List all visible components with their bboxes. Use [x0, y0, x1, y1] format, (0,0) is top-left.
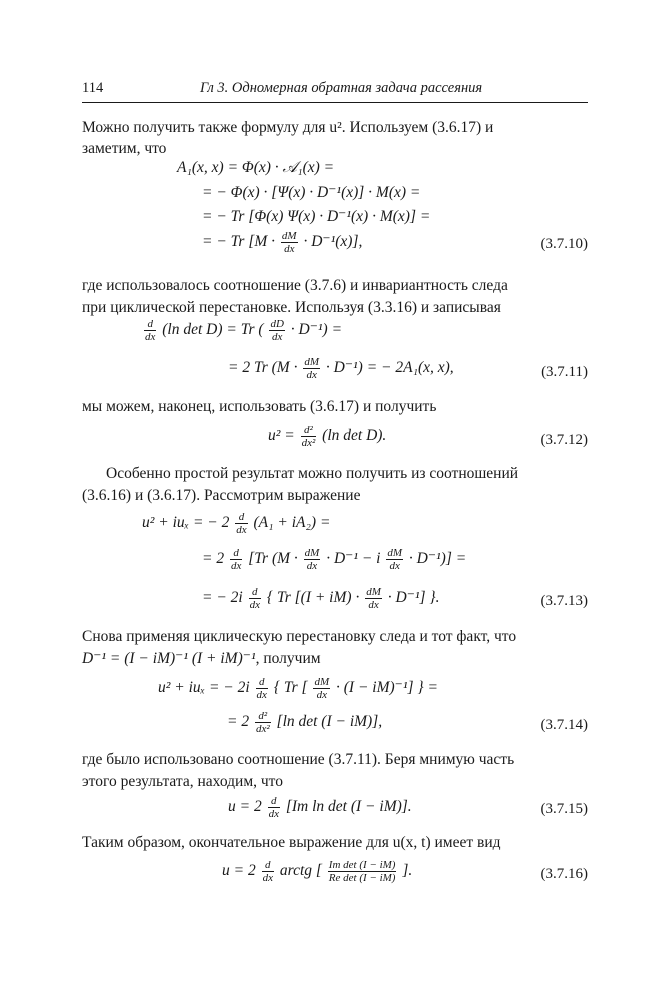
inverse-d-formula: D⁻¹ = (I − iM)⁻¹ (I + iM)⁻¹ — [82, 650, 256, 667]
equation-number-3-7-14: (3.7.14) — [540, 717, 588, 733]
fraction-d-dx: $\frac{d}{dx}$ — [256, 676, 267, 701]
fraction-d-dx: $\frac{d}{dx}$ — [236, 511, 247, 536]
equation-3-7-13-line-2: = 2 $\frac{d}{dx}$ [Tr (M · $\frac{dM}{dx}$ · D⁻¹ − i $\frac{dM}{dx}$ · D⁻¹)] = — [202, 547, 467, 572]
paragraph-3: мы можем, наконец, использовать (3.6.17) и получить — [82, 398, 437, 415]
fraction-dM-dx: $\frac{dM}{dx}$ — [387, 547, 403, 572]
fraction-d-dx: $\frac{d}{dx}$ — [262, 859, 273, 884]
equation-3-7-13-line-3: = − 2i $\frac{d}{dx}$ { Tr [(I + iM) · $\frac{dM}{dx}$ · D⁻¹] }. — [202, 586, 440, 611]
equation-number-3-7-11: (3.7.11) — [541, 364, 588, 380]
equation-3-7-14-line-2: = 2 $\frac{\text{d²}}{\text{dx²}}$ [ln det (I − iM)], — [227, 710, 383, 735]
fraction-d-dx: $\frac{d}{dx}$ — [145, 318, 156, 343]
paragraph-5-line-2: D⁻¹ = (I − iM)⁻¹ (I + iM)⁻¹, получим — [82, 650, 321, 667]
equation-3-7-11-line-1: $\frac{d}{dx}$ (ln det D) = Tr ( $\frac{dD}{dx}$ · D⁻¹) = — [145, 318, 343, 343]
paragraph-6-line-2: этого результата, находим, что — [82, 773, 283, 790]
fraction-d-dx: $\frac{d}{dx}$ — [268, 795, 279, 820]
equation-3-7-11-line-2: = 2 Tr (M · $\frac{dM}{dx}$ · D⁻¹) = − 2A₁(x, x), — [228, 356, 454, 381]
fraction-dM-dx: $\frac{dM}{dx}$ — [281, 230, 297, 255]
paragraph-1-line-2: заметим, что — [82, 140, 167, 157]
equation-3-7-16: u = 2 $\frac{d}{dx}$ arctg [ $\frac{\text{Im det (I − iM)}}{\text{Re det (I − iM)}}$ ]. — [222, 859, 413, 884]
equation-number-3-7-10: (3.7.10) — [540, 236, 588, 252]
fraction-dM-dx: $\frac{dM}{dx}$ — [314, 676, 330, 701]
paragraph-4-line-1: Особенно простой результат можно получить из соотношений — [106, 465, 519, 482]
paragraph-2-line-1: где использовалось соотношение (3.7.6) и инвариантность следа — [82, 277, 508, 294]
equation-3-7-10-line-3: = − Tr [Φ(x) Ψ(x) · D⁻¹(x) · M(x)] = — [202, 208, 431, 225]
equation-3-7-10-line-2: = − Φ(x) · [Ψ(x) · D⁻¹(x)] · M(x) = — [202, 184, 421, 201]
paragraph-2-line-2: при циклической перестановке. Используя (3.3.16) и записывая — [82, 299, 501, 316]
paragraph-7: Таким образом, окончательное выражение для u(x, t) имеет вид — [82, 834, 501, 851]
equation-number-3-7-12: (3.7.12) — [540, 432, 588, 448]
fraction-d-dx: $\frac{d}{dx}$ — [230, 547, 242, 572]
fraction-d2-dx2: $\frac{\text{d²}}{\text{dx²}}$ — [301, 424, 316, 449]
fraction-dM-dx: $\frac{dM}{dx}$ — [304, 547, 320, 572]
running-title: Гл 3. Одномерная обратная задача рассеяния — [200, 80, 483, 96]
equation-3-7-14-line-1: u² + iuₓ = − 2i $\frac{d}{dx}$ { Tr [ $\frac{dM}{dx}$ · (I − iM)⁻¹] } = — [158, 676, 438, 701]
equation-number-3-7-16: (3.7.16) — [540, 866, 588, 882]
paragraph-6-line-1: где было использовано соотношение (3.7.11). Беря мнимую часть — [82, 751, 515, 768]
equation-3-7-13-line-1: u² + iuₓ = − 2 $\frac{d}{dx}$ (A₁ + iA₂) = — [142, 511, 331, 536]
fraction-d2-dx2: $\frac{\text{d²}}{\text{dx²}}$ — [255, 710, 270, 735]
running-header — [82, 80, 588, 103]
fraction-dM-dx: $\frac{dM}{dx}$ — [366, 586, 381, 611]
fraction-im-over-re: $\frac{\text{Im det (I − iM)}}{\text{Re det (I − iM)}}$ — [328, 859, 396, 884]
fraction-dD-dx: $\frac{dD}{dx}$ — [270, 318, 284, 343]
equation-number-3-7-15: (3.7.15) — [540, 801, 588, 817]
page-number: 114 — [82, 80, 104, 96]
paragraph-4-line-2: (3.6.16) и (3.6.17). Рассмотрим выражение — [82, 487, 361, 504]
equation-3-7-10-line-1: A₁(x, x) = Φ(x) · 𝒜₁(x) = — [177, 159, 335, 176]
paragraph-5-line-1: Снова применяя циклическую перестановку следа и тот факт, что — [82, 628, 517, 645]
fraction-d-dx: $\frac{d}{dx}$ — [249, 586, 260, 611]
equation-3-7-12: u² = $\frac{\text{d²}}{\text{dx²}}$ (ln det D). — [268, 424, 387, 449]
equation-3-7-10-line-4: = − Tr [M · $\frac{dM}{dx}$ · D⁻¹(x)], — [202, 230, 363, 255]
equation-number-3-7-13: (3.7.13) — [540, 593, 588, 609]
fraction-dM-dx: $\frac{dM}{dx}$ — [304, 356, 320, 381]
equation-3-7-15: u = 2 $\frac{d}{dx}$ [Im ln det (I − iM)]. — [228, 795, 412, 820]
paragraph-1-line-1: Можно получить также формулу для u². Используем (3.6.17) и — [82, 119, 494, 136]
